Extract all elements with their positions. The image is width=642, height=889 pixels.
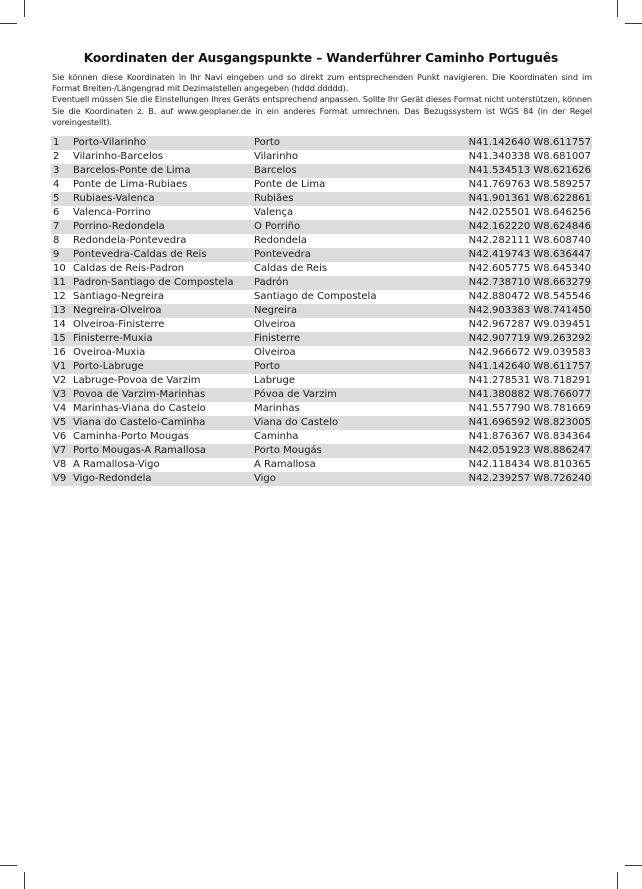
table-row — [51, 220, 592, 234]
start-place: Porto — [254, 360, 459, 374]
stage-number: V4 — [51, 402, 73, 416]
table-row — [51, 346, 592, 360]
stage-number: 3 — [51, 164, 73, 178]
table-row — [51, 178, 592, 192]
stage-route: Viana do Castelo-Caminha — [73, 416, 254, 430]
stage-number: 10 — [51, 262, 73, 276]
stage-route: Barcelos-Ponte de Lima — [73, 164, 254, 178]
start-place: Olveiroa — [254, 318, 459, 332]
stage-route: Marinhas-Viana do Castelo — [73, 402, 254, 416]
stage-route: A Ramallosa-Vigo — [73, 458, 254, 472]
stage-number: 2 — [51, 150, 73, 164]
intro-paragraph-1: Sie können diese Koordinaten in Ihr Navi eingeben und so direkt zum entsprechenden Punkt navigieren. Die Koordinaten sind im Format Breiten-/Längengrad mit Dezimalstellen angegeben (hddd.ddddd). — [52, 72, 592, 94]
start-place: Rubiães — [254, 192, 459, 206]
start-coordinates: N42.967287 W9.039451 — [459, 318, 592, 332]
stage-route: Olveiroa-Finisterre — [73, 318, 254, 332]
start-coordinates: N41.142640 W8.611757 — [459, 136, 592, 150]
stage-route: Valenca-Porrino — [73, 206, 254, 220]
table-row — [51, 248, 592, 262]
stage-number: 16 — [51, 346, 73, 360]
start-coordinates: N42.903383 W8.741450 — [459, 304, 592, 318]
start-place: A Ramallosa — [254, 458, 459, 472]
stage-route: Santiago-Negreira — [73, 290, 254, 304]
stage-number: 11 — [51, 276, 73, 290]
stage-number: 12 — [51, 290, 73, 304]
start-place: Caminha — [254, 430, 459, 444]
table-row — [51, 318, 592, 332]
table-row — [51, 332, 592, 346]
start-place: Vigo — [254, 472, 459, 486]
stage-number: 7 — [51, 220, 73, 234]
start-place: Porto Mougás — [254, 444, 459, 458]
start-coordinates: N42.239257 W8.726240 — [459, 472, 592, 486]
start-coordinates: N41.696592 W8.823005 — [459, 416, 592, 430]
start-coordinates: N41.769763 W8.589257 — [459, 178, 592, 192]
start-coordinates: N41.380882 W8.766077 — [459, 388, 592, 402]
stage-route: Negreira-Olveiroa — [73, 304, 254, 318]
crop-mark-bottom-right-h — [625, 865, 642, 866]
stage-number: 14 — [51, 318, 73, 332]
start-place: O Porriño — [254, 220, 459, 234]
stage-number: V9 — [51, 472, 73, 486]
start-place: Porto — [254, 136, 459, 150]
table-row — [51, 150, 592, 164]
table-row — [51, 262, 592, 276]
table-row — [51, 360, 592, 374]
start-place: Ponte de Lima — [254, 178, 459, 192]
stage-number: 8 — [51, 234, 73, 248]
intro-paragraph-2: Eventuell müssen Sie die Einstellungen Ihres Geräts entsprechend anpassen. Sollte Ihr Gerät dieses Format nicht unterstützen, können Sie die Koordinaten z. B. auf www.geoplaner.de in ein anderes Format umrechnen. Das Bezugssystem ist WGS 84 (in der Regel voreingestellt). — [52, 94, 592, 127]
table-row — [51, 388, 592, 402]
stage-route: Rubiaes-Valenca — [73, 192, 254, 206]
stage-route: Porto-Vilarinho — [73, 136, 254, 150]
start-place: Finisterre — [254, 332, 459, 346]
stage-route: Porto Mougas-A Ramallosa — [73, 444, 254, 458]
table-row — [51, 402, 592, 416]
coordinates-table — [51, 136, 592, 486]
stage-route: Caminha-Porto Mougas — [73, 430, 254, 444]
table-row — [51, 234, 592, 248]
stage-route: Caldas de Reis-Padron — [73, 262, 254, 276]
start-coordinates: N42.051923 W8.886247 — [459, 444, 592, 458]
intro-text — [52, 72, 592, 128]
stage-route: Oveiroa-Muxia — [73, 346, 254, 360]
stage-route: Padron-Santiago de Compostela — [73, 276, 254, 290]
table-row — [51, 430, 592, 444]
table-row — [51, 444, 592, 458]
table-row — [51, 192, 592, 206]
start-place: Viana do Castelo — [254, 416, 459, 430]
start-place: Caldas de Reis — [254, 262, 459, 276]
start-coordinates: N42.118434 W8.810365 — [459, 458, 592, 472]
start-coordinates: N42.025501 W8.646256 — [459, 206, 592, 220]
start-coordinates: N42.282111 W8.608740 — [459, 234, 592, 248]
stage-route: Ponte de Lima-Rubiaes — [73, 178, 254, 192]
start-coordinates: N42.738710 W8.663279 — [459, 276, 592, 290]
table-row — [51, 472, 592, 486]
start-place: Pontevedra — [254, 248, 459, 262]
table-row — [51, 206, 592, 220]
table-row — [51, 304, 592, 318]
stage-route: Porto-Labruge — [73, 360, 254, 374]
stage-number: 9 — [51, 248, 73, 262]
table-row — [51, 290, 592, 304]
crop-mark-top-right — [617, 0, 618, 17]
stage-number: V6 — [51, 430, 73, 444]
start-place: Póvoa de Varzim — [254, 388, 459, 402]
start-coordinates: N42.162220 W8.624846 — [459, 220, 592, 234]
stage-number: V3 — [51, 388, 73, 402]
stage-number: V2 — [51, 374, 73, 388]
crop-mark-bottom-right — [617, 872, 618, 889]
stage-number: 6 — [51, 206, 73, 220]
stage-route: Povoa de Varzim-Marinhas — [73, 388, 254, 402]
start-coordinates: N41.142640 W8.611757 — [459, 360, 592, 374]
start-coordinates: N42.419743 W8.636447 — [459, 248, 592, 262]
stage-number: V7 — [51, 444, 73, 458]
table-row — [51, 276, 592, 290]
stage-number: 15 — [51, 332, 73, 346]
start-coordinates: N41.278531 W8.718291 — [459, 374, 592, 388]
start-place: Valença — [254, 206, 459, 220]
start-coordinates: N42.605775 W8.645340 — [459, 262, 592, 276]
stage-route: Porrino-Redondela — [73, 220, 254, 234]
start-place: Labruge — [254, 374, 459, 388]
start-coordinates: N42.966672 W9.039583 — [459, 346, 592, 360]
stage-number: V5 — [51, 416, 73, 430]
table-row — [51, 374, 592, 388]
start-coordinates: N41.876367 W8.834364 — [459, 430, 592, 444]
stage-route: Finisterre-Muxia — [73, 332, 254, 346]
start-place: Santiago de Compostela — [254, 290, 459, 304]
coordinates-table-body — [51, 136, 592, 486]
start-place: Barcelos — [254, 164, 459, 178]
stage-number: 5 — [51, 192, 73, 206]
stage-route: Vigo-Redondela — [73, 472, 254, 486]
crop-mark-top-right-h — [625, 23, 642, 24]
stage-number: 13 — [51, 304, 73, 318]
stage-number: V1 — [51, 360, 73, 374]
crop-mark-top-left — [24, 0, 25, 17]
start-coordinates: N41.340338 W8.681007 — [459, 150, 592, 164]
table-row — [51, 164, 592, 178]
start-place: Olveiroa — [254, 346, 459, 360]
start-place: Marinhas — [254, 402, 459, 416]
stage-number: 4 — [51, 178, 73, 192]
stage-route: Pontevedra-Caldas de Reis — [73, 248, 254, 262]
start-place: Padrón — [254, 276, 459, 290]
crop-mark-bottom-left-h — [0, 865, 17, 866]
start-coordinates: N41.557790 W8.781669 — [459, 402, 592, 416]
start-coordinates: N41.534513 W8.621626 — [459, 164, 592, 178]
start-place: Vilarinho — [254, 150, 459, 164]
table-row — [51, 416, 592, 430]
start-coordinates: N42.880472 W8.545546 — [459, 290, 592, 304]
start-coordinates: N41.901361 W8.622861 — [459, 192, 592, 206]
crop-mark-bottom-left — [24, 872, 25, 889]
crop-mark-top-left-h — [0, 23, 17, 24]
stage-route: Vilarinho-Barcelos — [73, 150, 254, 164]
table-row — [51, 458, 592, 472]
start-place: Negreira — [254, 304, 459, 318]
page-title: Koordinaten der Ausgangspunkte – Wanderführer Caminho Português — [83, 51, 559, 65]
stage-number: V8 — [51, 458, 73, 472]
start-coordinates: N42.907719 W9.263292 — [459, 332, 592, 346]
stage-route: Redondela-Pontevedra — [73, 234, 254, 248]
stage-number: 1 — [51, 136, 73, 150]
start-place: Redondela — [254, 234, 459, 248]
table-row — [51, 136, 592, 150]
stage-route: Labruge-Povoa de Varzim — [73, 374, 254, 388]
